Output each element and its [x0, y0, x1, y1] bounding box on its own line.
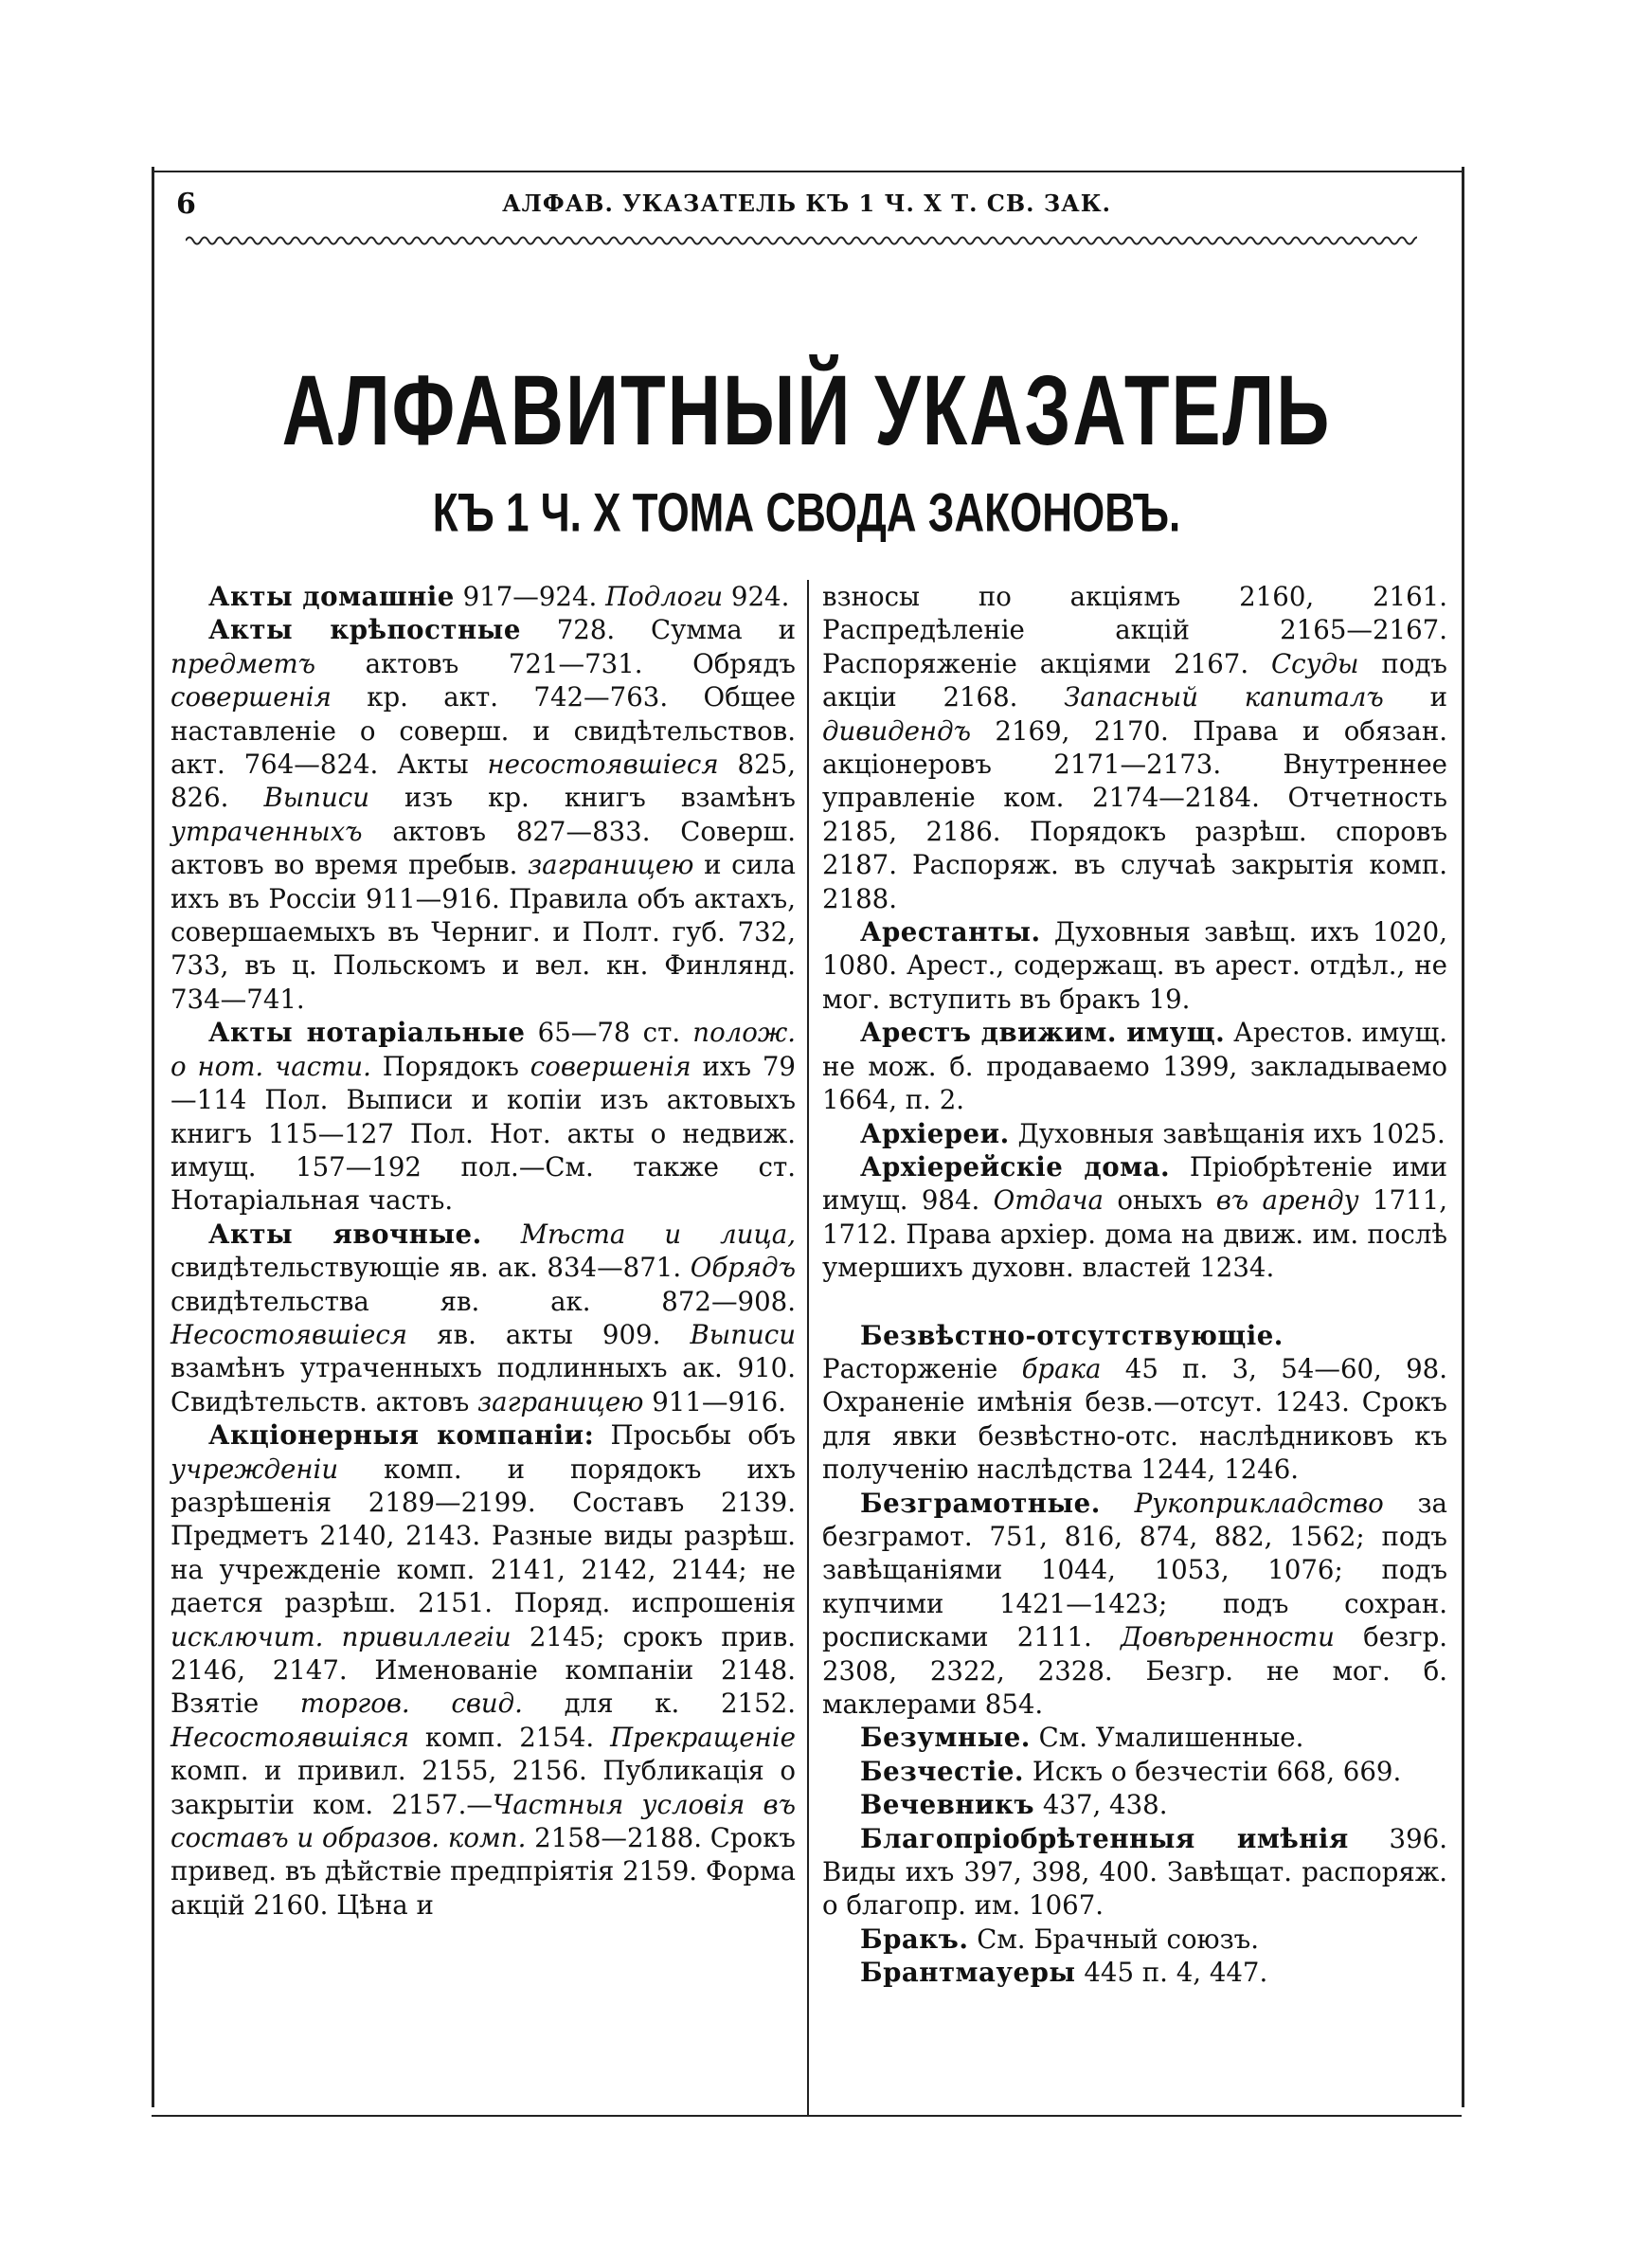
headword: Акты крѣпостные — [208, 614, 521, 646]
index-entry-arhierei: Архіереи. Духовныя завѣщанія ихъ 1025. — [860, 1117, 1446, 1149]
headword: Акты нотаріальные — [208, 1017, 526, 1049]
index-entry-brantmauery: Брантмауеры 445 п. 4, 447. — [860, 1957, 1268, 1989]
index-entry-bezchestie: Безчестіе. Искъ о безчестіи 668, 669. — [860, 1755, 1402, 1787]
main-title: АЛФАВИТНЫЙ УКАЗАТЕЛЬ — [281, 353, 1332, 467]
right-column — [822, 580, 1447, 1990]
headword: Арестъ движим. имущ. — [860, 1017, 1226, 1049]
index-entry-arhiereyskie-doma: Архіерейскіе дома. Пріобрѣтеніе ими имущ. 984. Отдача оныхъ въ аренду 1711, 1712. Права архіер. дома на движ. им. послѣ умершихъ духовн. властей 1234. — [822, 1150, 1448, 1284]
index-entry-arestanty: Арестанты. Духовныя завѣщ. ихъ 1020, 1080. Арест., содержащ. въ арест. отдѣл., не мог. вступить въ бракъ 19. — [822, 916, 1447, 1015]
index-entry-akty-yavochnye: Акты явочные. Мѣста и лица, свидѣтельствующіе яв. ак. 834—871. Обрядъ свидѣтельства яв. ак. 872—908. Несостоявшіеся яв. акты 909. Выписи взамѣнъ утраченныхъ подлинныхъ ак. 910. Свидѣтельств. актовъ заграницею 911—916. — [171, 1218, 796, 1417]
header-top-rule — [152, 171, 1462, 172]
ornamental-wavy-rule — [186, 231, 1417, 250]
headword: Бракъ. — [860, 1923, 969, 1955]
headword: Безумные. — [860, 1722, 1031, 1754]
index-entry-akty-notarialnye: Акты нотаріальные 65—78 ст. полож. о нот. части. Порядокъ совершенія ихъ 79—114 Пол. Выписи и копіи изъ актовыхъ книгъ 115—127 Пол. Нот. акты о недвиж. имущ. 157—192 пол.—См. также ст. Нотаріальная часть. — [171, 1017, 797, 1217]
index-entry-vechevnik: Вечевникъ 437, 438. — [860, 1789, 1168, 1821]
headword: Акты явочные. — [208, 1218, 482, 1250]
headword: Архіерейскіе дома. — [860, 1150, 1171, 1183]
index-entry-bezvestno: Безвѣстно-отсутствующіе. Расторженіе брака 45 п. 3, 54—60, 98. Охраненіе имѣнія безв.—отсут. 1243. Срокъ для явки безвѣстно-отс. наслѣдниковъ къ полученію наслѣдства 1244, 1246. — [822, 1319, 1448, 1486]
headword: Вечевникъ — [860, 1789, 1035, 1821]
index-entry-continuation: взносы по акціямъ 2160, 2161. Распредѣленіе акцій 2165—2167. Распоряженіе акціями 2167. Ссуды подъ акціи 2168. Запасный капиталъ и дивидендъ 2169, 2170. Права и обязан. акціонеровъ 2171—2173. Внутреннее управленіе ком. 2174—2184. Отчетность 2185, 2186. Порядокъ разрѣш. споровъ 2187. Распоряж. въ случаѣ закрытія комп. 2188. — [822, 581, 1447, 914]
headword: Безграмотные. — [860, 1487, 1101, 1519]
column-divider — [807, 580, 809, 2115]
bottom-rule — [152, 2115, 1462, 2117]
headword: Безчестіе. — [860, 1755, 1025, 1787]
headword: Акты домашніе — [208, 581, 455, 612]
headword: Арестанты. — [860, 916, 1041, 948]
headword: Архіереи. — [860, 1117, 1010, 1149]
index-entry-brak: Бракъ. См. Брачный союзъ. — [860, 1923, 1259, 1955]
index-entry-akty-domashnie: Акты домашніе 917—924. Подлоги 924. — [208, 581, 790, 612]
running-head-title: АЛФАВ. УКАЗАТЕЛЬ КЪ 1 Ч. X Т. СВ. ЗАК. — [502, 190, 1111, 217]
headword: Безвѣстно-отсутствующіе. — [860, 1319, 1284, 1351]
page-number: 6 — [176, 188, 196, 221]
left-column — [171, 580, 796, 1922]
headword: Акціонерныя компаніи: — [208, 1419, 595, 1452]
headword: Брантмауеры — [860, 1957, 1076, 1989]
index-entry-akty-krepostnye: Акты крѣпостные 728. Сумма и предметъ актовъ 721—731. Обрядъ совершенія кр. акт. 742—763. Общее наставленіе о соверш. и свидѣтельствов. акт. 764—824. Акты несостоявшіеся 825, 826. Выписи изъ кр. книгъ взамѣнъ утраченныхъ актовъ 827—833. Соверш. актовъ во время пребыв. заграницею и сила ихъ въ Россіи 911—916. Правила объ актахъ, совершаемыхъ въ Черниг. и Полт. губ. 732, 733, въ ц. Польскомъ и вел. кн. Финлянд. 734—741. — [171, 614, 796, 1015]
sub-title: КЪ 1 Ч. X ТОМА СВОДА ЗАКОНОВЪ. — [432, 483, 1181, 544]
index-entry-bezumnye: Безумные. См. Умалишенные. — [860, 1722, 1304, 1754]
headword: Благопріобрѣтенныя имѣнія — [860, 1822, 1349, 1854]
index-entry-aktsionernye-kompanii: Акціонерныя компаніи: Просьбы объ учрежденіи комп. и порядокъ ихъ разрѣшенія 2189—2199. Составъ 2139. Предметъ 2140, 2143. Разные виды разрѣш. на учрежденіе комп. 2141, 2142, 2144; не дается разрѣш. 2151. Поряд. испрошенія исключит. привиллегіи 2145; срокъ прив. 2146, 2147. Именованіе компаніи 2148. Взятіе торгов. свид. для к. 2152. Несостоявшіяся комп. 2154. Прекращеніе комп. и привил. 2155, 2156. Публикація о закрытіи ком. 2157.—Частныя условія въ составъ и образов. комп. 2158—2188. Срокъ привед. въ дѣйствіе предпріятія 2159. Форма акцій 2160. Цѣна и — [171, 1419, 796, 1921]
running-head — [152, 188, 1462, 229]
index-entry-blagopriobretennye: Благопріобрѣтенныя имѣнія 396. Виды ихъ 397, 398, 400. Завѣщат. распоряж. о благопр. им. 1067. — [822, 1822, 1447, 1922]
index-entry-bezgramotnye: Безграмотные. Рукоприкладство за безграмот. 751, 816, 874, 882, 1562; подъ завѣщаніями 1044, 1053, 1076; подъ купчими 1421—1423; подъ сохран. росписками 2111. Довѣренности безгр. 2308, 2322, 2328. Безгр. не мог. б. маклерами 854. — [822, 1487, 1448, 1720]
index-entry-arest-dvizhim: Арестъ движим. имущ. Арестов. имущ. не мож. б. продаваемо 1399, закладываемо 1664, п. 2. — [822, 1017, 1448, 1116]
